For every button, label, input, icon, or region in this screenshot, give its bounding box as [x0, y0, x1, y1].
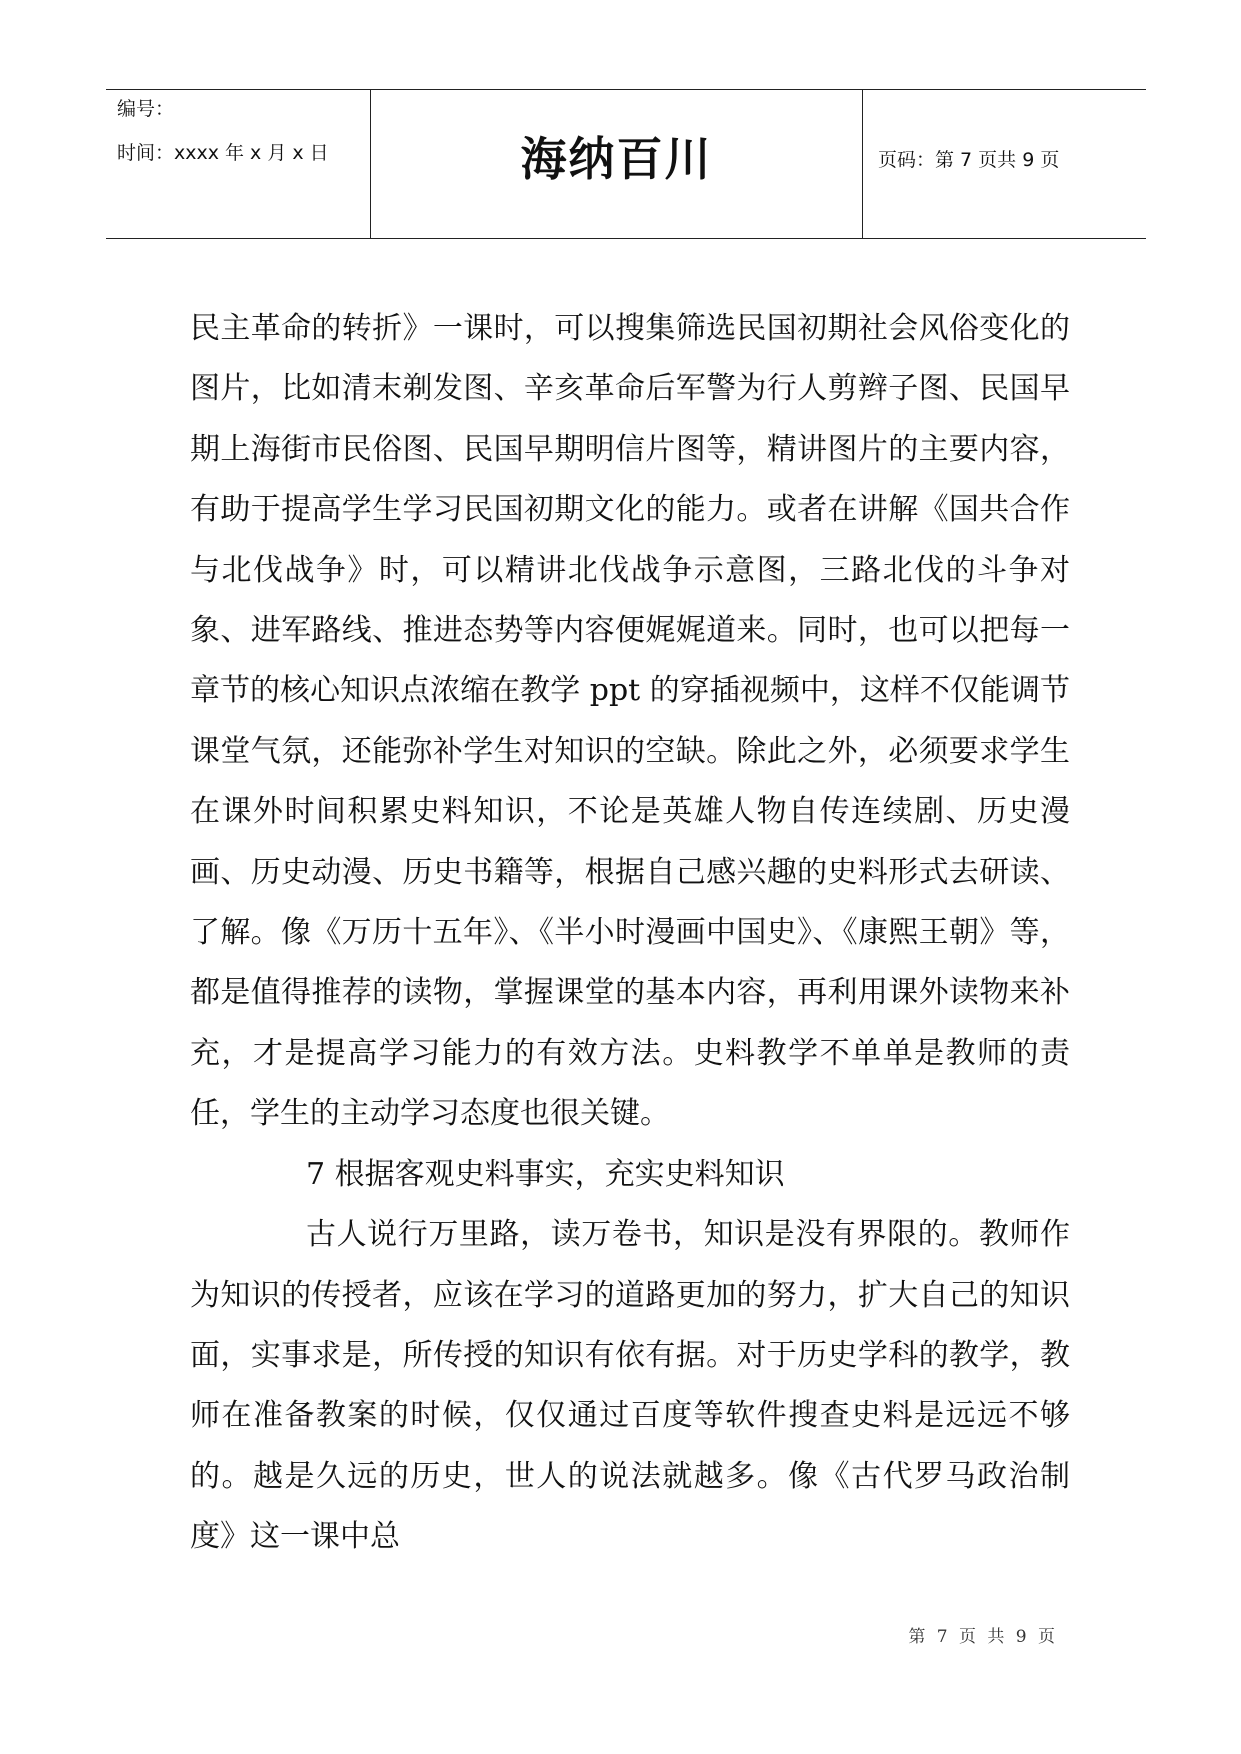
- brand-title: 海纳百川: [520, 132, 713, 186]
- body-paragraph: 民主革命的转折》一课时，可以搜集筛选民国初期社会风俗变化的图片，比如清末剃发图、辛亥革命后军警为行人剪辫子图、民国早期上海街市民俗图、民国早期明信片图等，精讲图片的主要内容，有助于提高学生学习民国初期文化的能力。或者在讲解《国共合作与北伐战争》时，可以精讲北伐战争示意图，三路北伐的斗争对象、进军路线、推进态势等内容便娓娓道来。同时，也可以把每一章节的核心知识点浓缩在教学 ppt 的穿插视频中，这样不仅能调节课堂气氛，还能弥补学生对知识的空缺。除此之外，必须要求学生在课外时间积累史料知识，不论是英雄人物自传连续剧、历史漫画、历史动漫、历史书籍等，根据自己感兴趣的史料形式去研读、了解。像《万历十五年》、《半小时漫画中国史》、《康熙王朝》等，都是值得推荐的读物，掌握课堂的基本内容，再利用课外读物来补充，才是提高学习能力的有效方法。史料教学不单单是教师的责任，学生的主动学习态度也很关键。: [190, 311, 1070, 1132]
- serial-number-label: 编号：: [117, 98, 175, 120]
- body-paragraph: 古人说行万里路，读万卷书，知识是没有界限的。教师作为知识的传授者，应该在学习的道路更加的努力，扩大自己的知识面，实事求是，所传授的知识有依有据。对于历史学科的教学，教师在准备教案的时候，仅仅通过百度等软件搜查史料是远远不够的。越是久远的历史，世人的说法就越多。像《古代罗马政治制度》这一课中总: [190, 1217, 1070, 1555]
- header-left-cell: [106, 90, 371, 238]
- page-code-label: 页码：第 7 页共 9 页: [878, 149, 1060, 171]
- section-heading: 7 根据客观史料事实，充实史料知识: [306, 1156, 785, 1192]
- document-body: [190, 299, 1070, 1568]
- header-center-cell: [371, 90, 863, 238]
- date-label: 时间：xxxx 年 x 月 x 日: [117, 142, 329, 164]
- page-footer: 第 7 页 共 9 页: [908, 1627, 1058, 1647]
- document-header: [106, 89, 1146, 239]
- header-right-cell: [863, 90, 1146, 238]
